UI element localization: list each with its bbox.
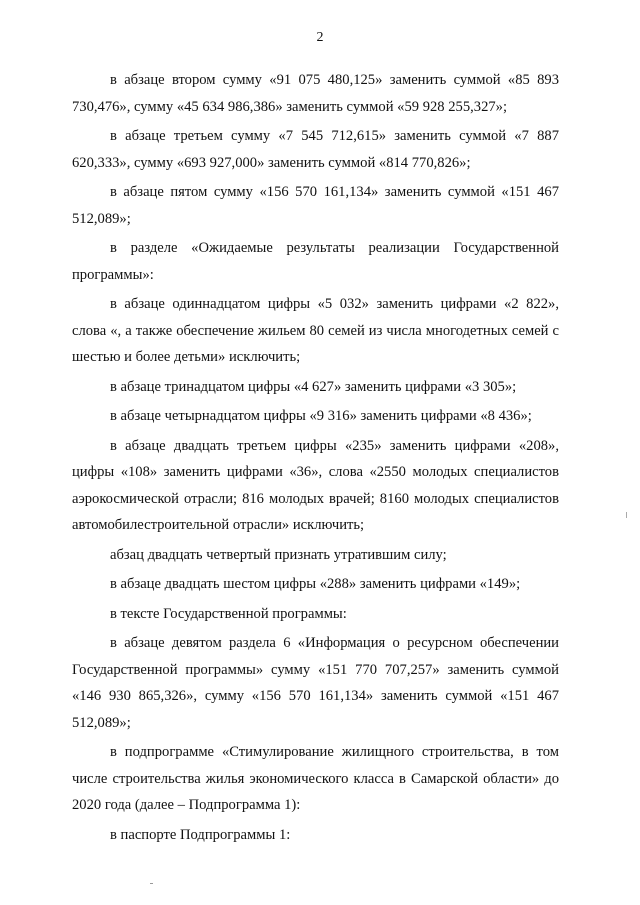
document-body <box>72 67 559 848</box>
paragraph-amount-fifth: в абзаце пятом сумму «156 570 161,134» заменить суммой «151 467 512,089»; <box>72 184 559 227</box>
paragraph-subprogram-1: в подпрограмме «Стимулирование жилищного строительства, в том числе строительства жилья экономического класса в Самарской области» до 2020 года (далее – Подпрограмма 1): <box>72 744 559 813</box>
paragraph-amount-third: в абзаце третьем сумму «7 545 712,615» заменить суммой «7 887 620,333», сумму «693 927,000» заменить суммой «814 770,826»; <box>72 128 559 171</box>
paragraph-fourteenth: в абзаце четырнадцатом цифры «9 316» заменить цифрами «8 436»; <box>110 408 532 424</box>
paragraph-twenty-third: в абзаце двадцать третьем цифры «235» заменить цифрами «208», цифры «108» заменить цифрами «36», слова «2550 молодых специалистов аэрокосмической отрасли; 816 молодых врачей; 8160 молодых специалистов автомобилестроительной отрасли» исключить; <box>72 437 559 533</box>
scan-side-mark <box>626 512 627 518</box>
page-number: 2 <box>316 30 324 45</box>
paragraph-program-text: в тексте Государственной программы: <box>110 605 347 622</box>
paragraph-thirteenth: в абзаце тринадцатом цифры «4 627» заменить цифрами «3 305»; <box>110 378 517 395</box>
paragraph-twenty-sixth: в абзаце двадцать шестом цифры «288» заменить цифрами «149»; <box>110 576 521 592</box>
paragraph-amount-second: в абзаце втором сумму «91 075 480,125» заменить суммой «85 893 730,476», сумму «45 634 986,386» заменить суммой «59 928 255,327»; <box>72 72 559 115</box>
paragraph-section-6: в абзаце девятом раздела 6 «Информация о ресурсном обеспечении Государственной программы» сумму «151 770 707,257» заменить суммой «146 930 865,326», сумму «156 570 161,134» заменить суммой «151 467 512,089»; <box>72 635 559 731</box>
paragraph-twenty-fourth: абзац двадцать четвертый признать утратившим силу; <box>110 546 447 563</box>
paragraph-section-expected-results: в разделе «Ожидаемые результаты реализации Государственной программы»: <box>72 240 559 283</box>
paragraph-passport-subprogram-1: в паспорте Подпрограммы 1: <box>110 826 291 843</box>
paragraph-eleventh: в абзаце одиннадцатом цифры «5 032» заменить цифрами «2 822», слова «, а также обеспечение жильем 80 семей из числа многодетных семей с шестью и более детьми» исключить; <box>72 296 559 365</box>
scan-mark <box>150 883 153 884</box>
